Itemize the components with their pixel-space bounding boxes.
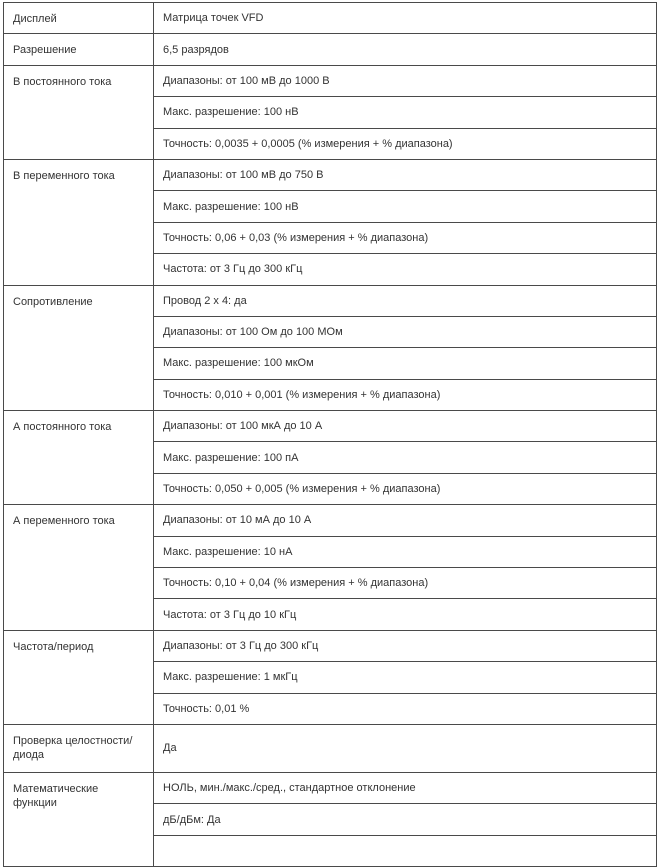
spec-table-body	[4, 3, 657, 867]
table-row	[4, 630, 657, 661]
spec-value-cell	[154, 835, 657, 866]
spec-value-cell: Диапазоны: от 100 мкА до 10 А	[154, 411, 657, 442]
table-row	[4, 159, 657, 190]
spec-value-cell: Макс. разрешение: 100 нВ	[154, 97, 657, 128]
spec-parameter-cell: Сопротивление	[4, 285, 154, 411]
spec-value-cell: Макс. разрешение: 100 нВ	[154, 191, 657, 222]
table-row	[4, 772, 657, 803]
spec-value-cell: Диапазоны: от 10 мА до 10 А	[154, 505, 657, 536]
spec-value-cell: 6,5 разрядов	[154, 34, 657, 65]
spec-value-cell: Макс. разрешение: 10 нА	[154, 536, 657, 567]
spec-value-cell: Да	[154, 724, 657, 772]
spec-value-cell: Матрица точек VFD	[154, 3, 657, 34]
spec-value-cell: Диапазоны: от 100 мВ до 1000 В	[154, 65, 657, 96]
spec-value-cell: Частота: от 3 Гц до 300 кГц	[154, 254, 657, 285]
spec-parameter-cell: Математические функции	[4, 772, 154, 866]
table-row	[4, 505, 657, 536]
spec-parameter-cell: Разрешение	[4, 34, 154, 65]
spec-value-cell: Диапазоны: от 100 Ом до 100 МОм	[154, 316, 657, 347]
spec-value-cell: Точность: 0,050 + 0,005 (% измерения + % диапазона)	[154, 473, 657, 504]
spec-value-cell: Частота: от 3 Гц до 10 кГц	[154, 599, 657, 630]
spec-value-cell: дБ/дБм: Да	[154, 804, 657, 835]
spec-parameter-cell: В переменного тока	[4, 159, 154, 285]
table-row	[4, 34, 657, 65]
spec-table	[3, 2, 657, 867]
spec-value-cell: Точность: 0,010 + 0,001 (% измерения + % диапазона)	[154, 379, 657, 410]
spec-value-cell: Макс. разрешение: 100 мкОм	[154, 348, 657, 379]
spec-parameter-cell: Частота/период	[4, 630, 154, 724]
spec-value-cell: Макс. разрешение: 100 пА	[154, 442, 657, 473]
spec-value-cell: Точность: 0,0035 + 0,0005 (% измерения + % диапазона)	[154, 128, 657, 159]
spec-value-cell: Диапазоны: от 100 мВ до 750 В	[154, 159, 657, 190]
table-row	[4, 411, 657, 442]
spec-value-cell: Точность: 0,01 %	[154, 693, 657, 724]
spec-parameter-cell: А постоянного тока	[4, 411, 154, 505]
spec-value-cell: НОЛЬ, мин./макс./сред., стандартное отклонение	[154, 772, 657, 803]
spec-parameter-cell: А переменного тока	[4, 505, 154, 631]
table-row	[4, 65, 657, 96]
spec-value-cell: Провод 2 x 4: да	[154, 285, 657, 316]
spec-parameter-cell: В постоянного тока	[4, 65, 154, 159]
table-row	[4, 724, 657, 772]
spec-value-cell: Точность: 0,10 + 0,04 (% измерения + % диапазона)	[154, 568, 657, 599]
spec-value-cell: Макс. разрешение: 1 мкГц	[154, 662, 657, 693]
spec-parameter-cell: Дисплей	[4, 3, 154, 34]
spec-parameter-cell: Проверка целостности/ диода	[4, 724, 154, 772]
spec-value-cell: Точность: 0,06 + 0,03 (% измерения + % диапазона)	[154, 222, 657, 253]
table-row	[4, 3, 657, 34]
table-row	[4, 285, 657, 316]
spec-value-cell: Диапазоны: от 3 Гц до 300 кГц	[154, 630, 657, 661]
